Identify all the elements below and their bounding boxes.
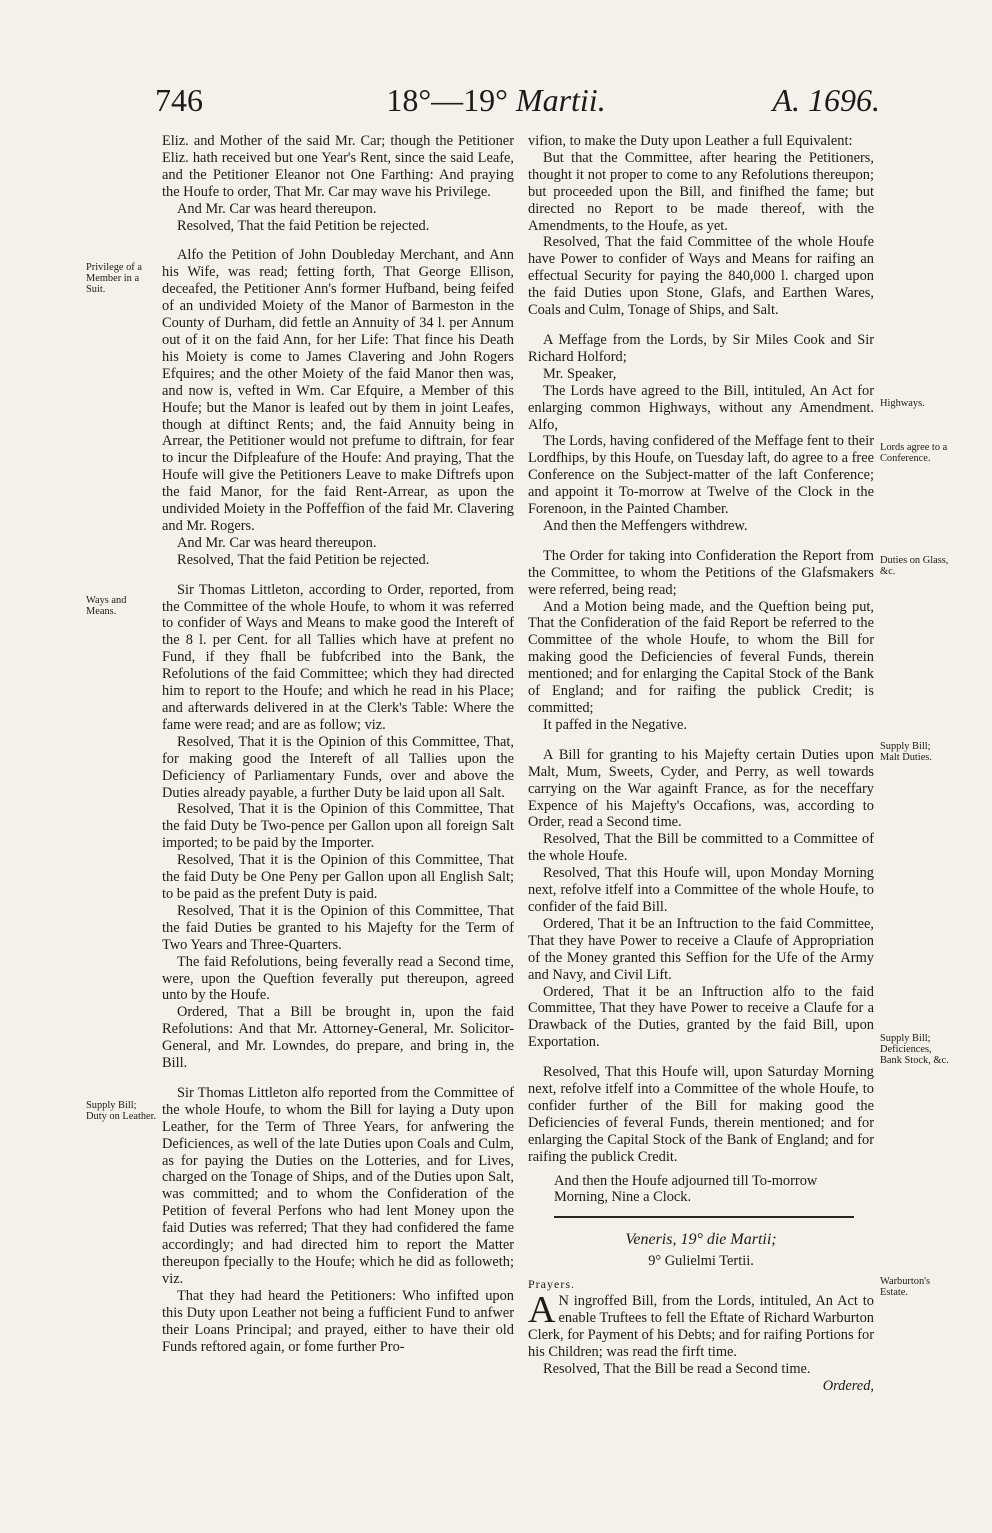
day-heading: Veneris, 19° die Martii; <box>625 1231 777 1249</box>
paragraph: Resolved, That it is the Opinion of this Committee, That the faid Duties be granted to his Majefty for the Term of Two Years and Three-Quarters. <box>162 902 514 953</box>
paragraph: Ordered, That a Bill be brought in, upon the faid Refolutions: And that Mr. Attorney-General, Mr. Solicitor-General, and Mr. Lowndes, do prepare, and bring in, the Bill. <box>162 1004 514 1072</box>
prayers-heading: Prayers. <box>528 1277 575 1292</box>
paragraph: The faid Refolutions, being feverally read a Second time, were, upon the Queftion feverally put thereupon, agreed unto by the Houfe. <box>162 953 514 1004</box>
margin-note-duties-glass: Duties on Glass, &c. <box>880 555 949 578</box>
paragraph: Resolved, That the Bill be committed to a Committee of the whole Houfe. <box>528 831 874 865</box>
paragraph: Resolved, That it is the Opinion of this Committee, That, for making good the Intereft of all Tallies upon the Deficiency of Parliamentary Funds, over and above the Duties already payable, a further Duty be laid upon all Salt. <box>162 733 514 801</box>
margin-note-warburton: Warburton's Estate. <box>880 1276 931 1299</box>
page-header <box>0 82 992 126</box>
section-divider <box>554 1216 854 1218</box>
regnal-year: 9° Gulielmi Tertii. <box>648 1253 754 1270</box>
paragraph: Resolved, That the faid Committee of the whole Houfe have Power to confider of Ways and Means for raifing an effectual Security for paying the 840,000 l. charged upon the faid Duties upon Stone, Glafs, and Earthen Wares, Coals and Culm, Tonage of Ships, and Salt. <box>528 234 874 319</box>
date-month: Martii. <box>515 82 606 118</box>
margin-note-malt-duties: Supply Bill; Malt Duties. <box>880 741 932 764</box>
paragraph: The Order for taking into Confideration the Report from the Committee, to whom the Petitions of the Glafsmakers were referred, being read; <box>528 547 874 598</box>
paragraph: Sir Thomas Littleton, according to Order, reported, from the Committee of the whole Houfe, to whom it was referred to confider of Ways and Means to make good the Intereft of the 8 l. per Cent. for all Tallies which have at prefent no Fund, if they fhall be fubfcribed into the Bank, the Refolutions of the faid Committee; which they had directed him to report to the Houfe; and which he read in his Place; and afterwards delivered in at the Clerk's Table: Where the fame were read; and are as follow; viz. <box>162 581 514 733</box>
paragraph: vifion, to make the Duty upon Leather a full Equivalent: <box>528 133 853 149</box>
drop-cap-text: N ingroffed Bill, from the Lords, intituled, An Act to enable Truftees to fell the Eftate of Richard Warburton Clerk, for Payment of his Debts; and for raifing Portions for his Children; was read the firft time. <box>528 1293 874 1360</box>
paragraph: Resolved, That the faid Petition be rejected. <box>177 217 430 234</box>
paragraph <box>528 1289 874 1361</box>
paragraph: A Meffage from the Lords, by Sir Miles Cook and Sir Richard Holford; <box>528 331 874 365</box>
paragraph: And a Motion being made, and the Queftion being put, That the Confideration of the faid Report be referred to the Committee of the whole Houfe, to whom the Bill for making good the Deficiencies of feveral Funds, therein mentioned; and for enlarging the Capital Stock of the Bank of England; and for raifing the publick Credit; is committed; <box>528 598 874 716</box>
paragraph: Sir Thomas Littleton alfo reported from the Committee of the whole Houfe, to whom the Bill for laying a Duty upon Leather, for the Term of Three Years, for anfwering the Deficiences, as well of the late Duties upon Coals and Culm, as for paying the Duties on the Lotteries, and for Lives, charged on the Tonage of Ships, and of the Duties upon Salt, was committed; and to whom the Confideration of the Petition of feveral Perfons who had lent Money upon the faid Duties was referred; That they had confidered the fame accordingly; and had directed him to report the Matter thereupon fpecially to the Houfe; which he did as followeth; viz. <box>162 1084 514 1287</box>
margin-note-privilege: Privilege of a Member in a Suit. <box>86 262 142 296</box>
margin-note-ways-means: Ways and Means. <box>86 595 127 618</box>
margin-note-lords-agree: Lords agree to a Conference. <box>880 442 948 465</box>
paragraph: Resolved, That the faid Petition be rejected. <box>177 551 430 568</box>
margin-note-supply-deficiences: Supply Bill; Deficiences, Bank Stock, &c. <box>880 1033 949 1067</box>
paragraph: A Bill for granting to his Majefty certain Duties upon Malt, Mum, Sweets, Cyder, and Perry, as well towards carrying on the War againft France, as for the neceffary Expence of his Majefty's Occafions, was, according to Order, read a Second time. <box>528 746 874 831</box>
margin-note-supply-leather: Supply Bill; Duty on Leather. <box>86 1100 157 1123</box>
paragraph: But that the Committee, after hearing the Petitioners, thought it not proper to come to any Refolutions thereupon; but proceeded upon the Bill, and finifhed the fame; but directed no Report to be made thereof, with the Amendments, to the Houfe, as yet. <box>528 149 874 234</box>
paragraph: Resolved, That this Houfe will, upon Saturday Morning next, refolve itfelf into a Committee of the whole Houfe, to confider further of the Bill for making good the Deficiencies of feveral Funds, therein mentioned; and for enlarging the Capital Stock of the Bank of England; and for raifing the publick Credit. <box>528 1064 874 1165</box>
adjournment-line: And then the Houfe adjourned till To-morrow Morning, Nine a Clock. <box>554 1172 818 1206</box>
paragraph: The Lords have agreed to the Bill, intituled, An Act for enlarging common Highways, without any Amendment. Alfo, <box>528 382 874 433</box>
paragraph: Ordered, That it be an Inftruction to the faid Committee, That they have Power to receive a Claufe of Appropriation of the Money granted this Seffion for the Ufe of the Army and Navy, and Civil Lift. <box>528 915 874 983</box>
paragraph: Resolved, That this Houfe will, upon Monday Morning next, refolve itfelf into a Committee of the whole Houfe, to confider of the faid Bill. <box>528 865 874 915</box>
paragraph: Mr. Speaker, <box>543 365 617 382</box>
left-column <box>162 133 514 1355</box>
page-number: 746 <box>155 82 203 118</box>
paragraph: It paffed in the Negative. <box>543 716 687 733</box>
page-year: A. 1696. <box>772 82 880 118</box>
paragraph: Alfo the Petition of John Doubleday Merchant, and Ann his Wife, was read; fetting forth, That George Ellison, deceafed, the Petitioner Ann's former Hufband, being feifed of an undivided Moiety of the Manor of Barmeston in the County of Durham, did fettle an Annuity of 34 l. per Annum out of it on the faid Ann, for her Life: That fince his Death his Moiety is come to James Clavering and John Rogers Efquires; and the other Moiety of the faid Manor then was, and now is, vefted in Wm. Car Efquire, a Member of this Houfe; but the Manor is leafed out by them in joint Leafes, though at diftinct Rents; and, the faid Annuity being in Arrear, the Petitioner would not prefume to diftrain, for fear to incur the Difpleafure of the Houfe: And praying, That the Houfe will give the Petitioners Leave to make Diftrefs upon the faid Manor, for the faid Rent-Arrear, as upon the undivided Moiety in the Poffeffion of the faid Mr. Clavering and Mr. Rogers. <box>162 247 514 534</box>
paragraph: Resolved, That it is the Opinion of this Committee, That the faid Duty be One Peny per Gallon upon all English Salt; to be paid as the prefent Duty is paid. <box>162 852 514 902</box>
paragraph: Resolved, That it is the Opinion of this Committee, That the faid Duty be Two-pence per Gallon upon all foreign Salt imported; to be paid by the Importer. <box>162 801 514 852</box>
paragraph: And Mr. Car was heard thereupon. <box>177 200 377 217</box>
paragraph: That they had heard the Petitioners: Who infifted upon this Duty upon Leather not being a fufficient Fund to anfwer their Loans Principal; and prayed, either to have their old Funds reftored again, or fome further Pro- <box>162 1287 514 1355</box>
date-numbers: 18°—19° <box>386 82 508 118</box>
paragraph: Eliz. and Mother of the said Mr. Car; though the Petitioner Eliz. hath received but one Year's Rent, since the said Leafe, and the Petitioner Eleanor not One Farthing: And praying the Houfe to order, That Mr. Car may wave his Privilege. <box>162 133 514 200</box>
catchword: Ordered, <box>822 1377 874 1394</box>
margin-note-highways: Highways. <box>880 398 925 409</box>
paragraph: Ordered, That it be an Inftruction alfo to the faid Committee, That they have Power to receive a Claufe for a Drawback of the Duties, granted by the faid Bill, upon Exportation. <box>528 983 874 1051</box>
paragraph: And Mr. Car was heard thereupon. <box>177 534 377 551</box>
drop-cap: A <box>528 1289 556 1332</box>
right-column <box>528 133 874 1402</box>
paragraph: Resolved, That the Bill be read a Second time. <box>543 1360 811 1377</box>
paragraph: And then the Meffengers withdrew. <box>543 517 748 534</box>
paragraph: The Lords, having confidered of the Meffage fent to their Lordfhips, by this Houfe, on Tuesday laft, do agree to a free Conference on the Subject-matter of the laft Conference; and appoint it To-morrow at Twelve of the Clock in the Forenoon, in the Painted Chamber. <box>528 433 874 518</box>
